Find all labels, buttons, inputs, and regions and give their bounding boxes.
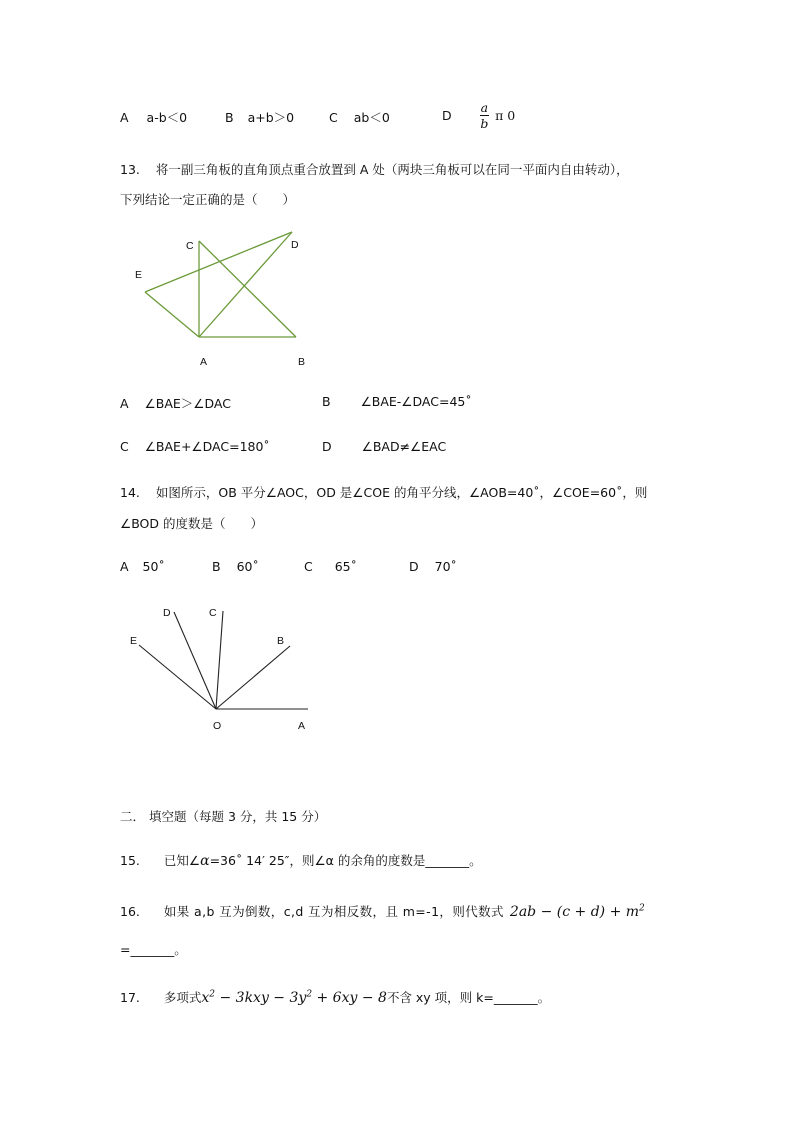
q14-option-c xyxy=(304,559,357,574)
label-o: O xyxy=(213,720,222,732)
option-letter: D xyxy=(442,108,452,123)
option-letter: A xyxy=(120,110,129,125)
option-text: 50˚ xyxy=(142,559,165,574)
option-text: 65˚ xyxy=(334,559,357,574)
q16 xyxy=(120,902,645,920)
label-c: C xyxy=(186,240,194,252)
option-letter: A xyxy=(120,559,129,574)
segment-ad xyxy=(199,232,292,337)
option-text: 60˚ xyxy=(236,559,259,574)
segment-cb xyxy=(199,241,296,337)
q12-option-d xyxy=(442,100,515,131)
ray-od xyxy=(174,612,216,709)
option-text: 70˚ xyxy=(434,559,457,574)
label-a: A xyxy=(298,720,306,732)
question-text: 已知∠ xyxy=(163,853,201,868)
option-text: a+b＞0 xyxy=(247,110,295,125)
option-letter: B xyxy=(225,110,234,125)
option-letter: A xyxy=(120,396,129,411)
q12-option-c xyxy=(329,108,390,126)
q14-figure xyxy=(125,600,325,740)
question-text: 将一副三角板的直角顶点重合放置到 A 处（两块三角板可以在同一平面内自由转动）， xyxy=(155,162,629,177)
option-text: ∠BAD≠∠EAC xyxy=(361,439,447,454)
q14-stem-line2: ∠BOD 的度数是（ ） xyxy=(120,516,263,531)
option-letter: D xyxy=(409,559,419,574)
polynomial: $x^2 - 3kxy - 3y^2 + 6xy - 8$ xyxy=(201,989,387,1006)
option-letter: B xyxy=(212,559,221,574)
label-a: A xyxy=(200,356,208,368)
q12-option-a xyxy=(120,108,187,126)
fraction-numerator: a xyxy=(480,100,489,115)
label-d: D xyxy=(163,607,171,619)
alpha-symbol: α xyxy=(200,853,210,869)
option-text: π 0 xyxy=(495,108,516,123)
q13-option-b xyxy=(322,394,472,409)
option-letter: B xyxy=(322,394,331,409)
q15 xyxy=(120,851,482,869)
q12-option-b xyxy=(225,108,294,126)
question-number: 15. xyxy=(120,853,140,868)
q13-option-c xyxy=(120,439,270,454)
question-text: 多项式 xyxy=(163,990,202,1005)
option-letter: D xyxy=(322,439,332,454)
question-number: 14. xyxy=(120,485,140,500)
option-letter: C xyxy=(120,439,129,454)
q16-answer-line: =_______。 xyxy=(120,942,187,957)
fraction xyxy=(480,100,489,131)
label-e: E xyxy=(135,269,143,281)
ray-oc xyxy=(216,611,223,709)
question-text: 如果 a,b 互为倒数，c,d 互为相反数，且 m=-1，则代数式 xyxy=(163,904,504,919)
label-b: B xyxy=(298,356,306,368)
question-number: 13. xyxy=(120,162,140,177)
q14-stem-line1 xyxy=(120,483,647,501)
option-text: a-b＜0 xyxy=(146,110,188,125)
question-text: 不含 xy 项，则 k=_______。 xyxy=(386,990,551,1005)
question-number: 17. xyxy=(120,990,140,1005)
option-letter: C xyxy=(329,110,338,125)
q17 xyxy=(120,988,550,1006)
option-text: ∠BAE+∠DAC=180˚ xyxy=(144,439,270,454)
option-text: ∠BAE-∠DAC=45˚ xyxy=(360,394,472,409)
question-text: 如图所示，OB 平分∠AOC，OD 是∠COE 的角平分线，∠AOB=40˚，∠COE=60˚，则 xyxy=(155,485,648,500)
q14-option-d xyxy=(409,559,457,574)
label-d: D xyxy=(291,239,299,251)
fraction-denominator: b xyxy=(480,116,489,131)
label-e: E xyxy=(130,635,138,647)
question-number: 16. xyxy=(120,904,140,919)
q13-option-a xyxy=(120,394,231,412)
q14-option-b xyxy=(212,559,259,574)
label-b: B xyxy=(277,635,285,647)
option-text: ab＜0 xyxy=(353,110,390,125)
option-letter: C xyxy=(304,559,313,574)
section-title: 二． 填空题（每题 3 分，共 15 分） xyxy=(120,809,327,824)
ray-ob xyxy=(216,646,290,709)
q13-option-d xyxy=(322,439,446,454)
q13-figure xyxy=(128,228,328,378)
expression: $2ab - (c + d) + m^2$ xyxy=(509,903,645,920)
ray-oe xyxy=(139,645,216,709)
segment-ed xyxy=(145,232,292,292)
option-text: ∠BAE＞∠DAC xyxy=(144,396,231,411)
segment-ea xyxy=(145,292,199,337)
q14-option-a xyxy=(120,559,165,574)
q13-stem-line1 xyxy=(120,160,629,178)
question-text: =36˚ 14′ 25″，则∠α 的余角的度数是_______。 xyxy=(209,853,482,868)
q13-stem-line2: 下列结论一定正确的是（ ） xyxy=(120,192,296,207)
label-c: C xyxy=(209,607,217,619)
